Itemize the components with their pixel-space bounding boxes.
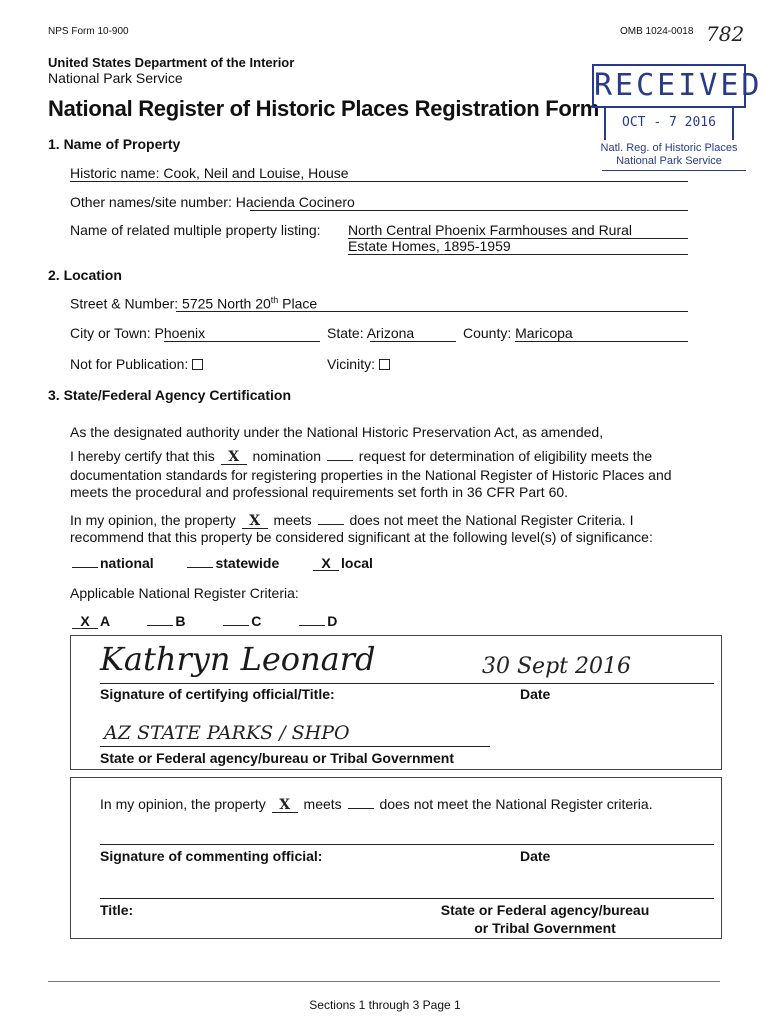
criteria-b: B — [175, 613, 186, 629]
authority-text: As the designated authority under the National Historic Preservation Act, as amended, — [70, 424, 604, 440]
received-line2: National Park Service — [616, 155, 722, 167]
received-title: RECEIVED — [592, 64, 746, 108]
level-local: local — [341, 555, 373, 571]
certify-blank — [327, 460, 353, 461]
criteria-d: D — [327, 613, 338, 629]
street-value: 5725 North 20 — [182, 295, 271, 312]
commenting-date-label: Date — [520, 848, 551, 864]
certify-line2: documentation standards for registering properties in the National Register of Historic Places and — [70, 467, 672, 483]
state-value: Arizona — [366, 325, 415, 341]
opinion-blank — [318, 524, 344, 525]
service: National Park Service — [48, 70, 183, 86]
significance-levels — [70, 555, 373, 571]
other-names-field — [70, 194, 355, 210]
certify-line3: meets the procedural and professional requirements set forth in 36 CFR Part 60. — [70, 484, 569, 500]
commenting-opinion-mark: X — [272, 798, 298, 813]
form-title: National Register of Historic Places Registration Form — [48, 96, 600, 121]
certifying-agency-label: State or Federal agency/bureau or Tribal Government — [100, 750, 454, 766]
commenting-agency-label-2: or Tribal Government — [474, 920, 616, 936]
received-line1: Natl. Reg. of Historic Places — [600, 142, 738, 154]
level-national: national — [100, 555, 154, 571]
commenting-opinion-a: In my opinion, the property — [100, 796, 266, 812]
criteria-b-blank — [147, 625, 173, 626]
section2-heading: 2. Location — [48, 267, 122, 283]
nfp-checkbox[interactable] — [192, 359, 203, 370]
street-sup: th — [270, 295, 279, 305]
section3-heading: 3. State/Federal Agency Certification — [48, 387, 291, 403]
criteria-options — [70, 613, 337, 629]
street-field — [70, 295, 317, 312]
opinion-text-a: In my opinion, the property — [70, 512, 236, 528]
other-names-value: Hacienda Cocinero — [235, 194, 355, 210]
opinion-text-b: meets — [273, 512, 312, 528]
certify-mark: X — [221, 450, 247, 465]
criteria-d-blank — [299, 625, 325, 626]
nfp-label: Not for Publication: — [70, 356, 189, 372]
city-label: City or Town: — [70, 325, 155, 341]
certifying-date: 30 Sept 2016 — [482, 654, 631, 679]
certifying-date-label: Date — [520, 686, 551, 702]
statewide-blank — [187, 567, 213, 568]
mpl-value-line2: Estate Homes, 1895-1959 — [348, 238, 511, 254]
certify-text-a: I hereby certify that this — [70, 448, 215, 464]
criteria-c-blank — [223, 625, 249, 626]
other-names-label: Other names/site number: — [70, 194, 236, 210]
commenting-opinion-b: meets — [303, 796, 342, 812]
page-footer: Sections 1 through 3 Page 1 — [309, 998, 461, 1012]
street-suffix: Place — [278, 295, 318, 312]
form-number: NPS Form 10-900 — [48, 26, 129, 37]
department: United States Department of the Interior — [48, 55, 295, 70]
criteria-c: C — [251, 613, 262, 629]
section1-heading: 1. Name of Property — [48, 136, 181, 152]
opinion-line1 — [70, 512, 633, 529]
commenting-opinion-blank — [348, 808, 374, 809]
certifying-agency-handwritten: AZ STATE PARKS / SHPO — [104, 722, 350, 744]
criteria-label: Applicable National Register Criteria: — [70, 585, 299, 601]
received-stamp — [592, 64, 763, 172]
commenting-agency-label-1: State or Federal agency/bureau — [440, 902, 650, 918]
state-label: State: — [327, 325, 367, 341]
certifying-signature: Kathryn Leonard — [100, 640, 376, 678]
mpl-value-line1: North Central Phoenix Farmhouses and Rural — [348, 222, 633, 238]
opinion-text-c: does not meet the National Register Criteria. I — [349, 512, 634, 528]
local-mark: X — [313, 556, 339, 571]
county-label: County: — [463, 325, 516, 341]
certify-line1 — [70, 448, 652, 465]
historic-name: Historic name: Cook, Neil and Louise, House — [70, 165, 349, 181]
commenting-opinion — [100, 796, 653, 813]
state-field — [327, 325, 414, 341]
level-statewide: statewide — [215, 555, 280, 571]
mpl-label: Name of related multiple property listing: — [70, 222, 321, 238]
opinion-line2: recommend that this property be considered significant at the following level(s) of significance: — [70, 529, 653, 545]
commenting-title-label: Title: — [100, 902, 134, 918]
city-field — [70, 325, 205, 341]
vicinity-label: Vicinity: — [327, 356, 375, 372]
vicinity — [327, 356, 390, 372]
commenting-sig-label: Signature of commenting official: — [100, 848, 323, 864]
county-value: Maricopa — [515, 325, 573, 341]
handwritten-number: 782 — [706, 22, 745, 46]
county-field — [463, 325, 573, 341]
certify-text-c: request for determination of eligibility meets the — [358, 448, 653, 464]
national-blank — [72, 567, 98, 568]
not-for-publication — [70, 356, 203, 372]
city-value: Phoenix — [154, 325, 206, 341]
omb-number: OMB 1024-0018 — [620, 26, 694, 37]
opinion-mark: X — [242, 514, 268, 529]
certify-text-b: nomination — [252, 448, 322, 464]
commenting-opinion-c: does not meet the National Register criteria. — [379, 796, 653, 812]
criteria-a-mark: X — [72, 614, 98, 629]
vicinity-checkbox[interactable] — [379, 359, 390, 370]
certifying-sig-label: Signature of certifying official/Title: — [100, 686, 335, 702]
received-date: OCT - 7 2016 — [604, 106, 734, 140]
street-label: Street & Number: — [70, 295, 183, 312]
criteria-a: A — [100, 613, 110, 629]
